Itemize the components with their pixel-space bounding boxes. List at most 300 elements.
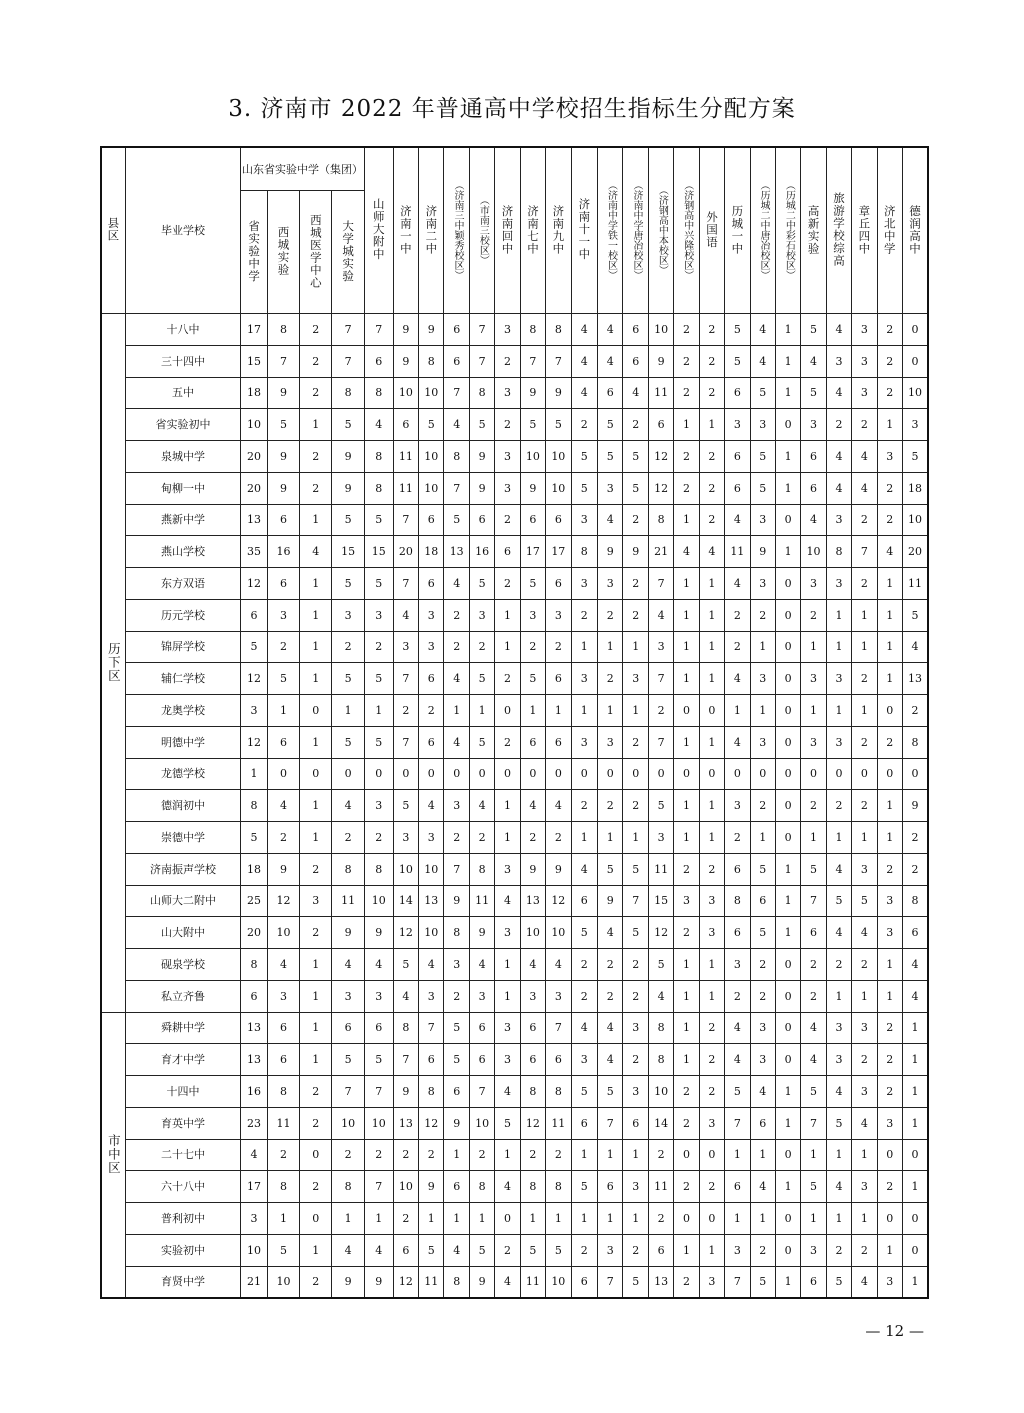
quota-cell: 5 [623,472,648,504]
quota-cell: 1 [699,726,724,758]
quota-cell: 10 [267,917,299,949]
quota-cell: 9 [520,472,545,504]
quota-cell: 2 [877,1076,902,1108]
quota-cell: 6 [444,1171,469,1203]
quota-cell: 3 [623,1171,648,1203]
column-header-2 [393,147,418,314]
quota-cell: 10 [364,1107,393,1139]
quota-cell: 1 [674,504,699,536]
quota-cell: 15 [241,345,268,377]
quota-cell: 9 [267,377,299,409]
quota-cell: 9 [364,1266,393,1298]
quota-cell: 7 [469,1076,494,1108]
quota-cell: 6 [725,441,750,473]
quota-cell: 3 [571,663,598,695]
table-row [101,758,928,790]
quota-cell: 3 [750,663,775,695]
school-name: 省实验初中 [125,409,241,441]
quota-cell: 4 [725,504,750,536]
quota-cell: 1 [775,345,800,377]
quota-cell: 10 [419,441,444,473]
column-header-17 [775,147,800,314]
quota-cell: 4 [332,1234,364,1266]
quota-cell: 3 [393,822,418,854]
quota-cell: 4 [826,472,851,504]
quota-cell: 5 [393,790,418,822]
table-row [101,1044,928,1076]
quota-cell: 8 [364,377,393,409]
quota-cell: 2 [826,790,851,822]
quota-cell: 3 [241,695,268,727]
quota-cell: 1 [495,1139,520,1171]
quota-cell: 4 [826,377,851,409]
quota-cell: 2 [902,853,928,885]
quota-cell: 6 [571,1107,598,1139]
quota-cell: 0 [877,758,902,790]
quota-cell: 7 [725,1266,750,1298]
quota-cell: 7 [332,1076,364,1108]
quota-cell: 8 [571,536,598,568]
quota-cell: 1 [623,822,648,854]
quota-cell: 5 [725,314,750,346]
quota-cell: 18 [419,536,444,568]
quota-cell: 1 [571,1203,598,1235]
quota-cell: 2 [300,853,332,885]
quota-cell: 1 [801,631,826,663]
quota-cell: 5 [571,441,598,473]
quota-cell: 3 [598,568,623,600]
quota-cell: 6 [571,1266,598,1298]
quota-cell: 1 [267,1203,299,1235]
quota-cell: 5 [267,409,299,441]
quota-cell: 1 [300,599,332,631]
quota-cell: 6 [725,377,750,409]
quota-cell: 0 [699,1203,724,1235]
quota-cell: 9 [546,377,571,409]
quota-cell: 7 [267,345,299,377]
quota-cell: 0 [775,1203,800,1235]
quota-cell: 1 [699,980,724,1012]
quota-cell: 2 [801,980,826,1012]
column-header-group-3-label: 西城医学中心 [308,213,323,289]
quota-cell: 5 [648,790,673,822]
column-header-2-label: 济南一中 [398,204,413,255]
quota-cell: 11 [648,377,673,409]
quota-cell: 5 [332,726,364,758]
quota-cell: 8 [332,853,364,885]
quota-cell: 10 [546,917,571,949]
quota-cell: 5 [520,1234,545,1266]
quota-cell: 1 [300,1012,332,1044]
quota-cell: 2 [300,472,332,504]
quota-cell: 0 [902,1234,928,1266]
quota-cell: 4 [495,885,520,917]
quota-cell: 2 [699,853,724,885]
school-name: 泉城中学 [125,441,241,473]
quota-cell: 4 [444,568,469,600]
column-header-11 [623,147,648,314]
quota-cell: 4 [598,1044,623,1076]
quota-cell: 4 [852,472,877,504]
quota-cell: 8 [364,853,393,885]
quota-cell: 0 [775,663,800,695]
column-header-9-label: 济南十一中 [577,198,592,261]
quota-cell: 4 [520,790,545,822]
quota-cell: 15 [332,536,364,568]
quota-cell: 18 [241,853,268,885]
quota-cell: 2 [750,949,775,981]
quota-cell: 2 [852,409,877,441]
quota-cell: 1 [877,409,902,441]
quota-cell: 4 [598,314,623,346]
column-header-16-label: （历城二中唐冶校区） [757,179,769,280]
quota-cell: 0 [801,758,826,790]
table-row [101,853,928,885]
quota-cell: 3 [674,885,699,917]
quota-cell: 8 [419,345,444,377]
quota-cell: 0 [300,1139,332,1171]
quota-cell: 8 [520,1171,545,1203]
quota-cell: 7 [598,1266,623,1298]
quota-cell: 0 [393,758,418,790]
quota-cell: 4 [623,377,648,409]
quota-cell: 8 [267,1171,299,1203]
column-header-12-label: （济钢高中本校区） [656,184,668,275]
quota-cell: 10 [546,441,571,473]
quota-cell: 11 [393,472,418,504]
table-row [101,409,928,441]
quota-cell: 0 [495,758,520,790]
quota-cell: 2 [877,853,902,885]
quota-cell: 10 [419,917,444,949]
quota-cell: 3 [725,790,750,822]
quota-cell: 6 [469,1012,494,1044]
quota-cell: 9 [750,536,775,568]
quota-cell: 1 [775,441,800,473]
quota-cell: 9 [332,917,364,949]
quota-cell: 2 [393,695,418,727]
quota-cell: 0 [699,758,724,790]
quota-cell: 20 [902,536,928,568]
quota-cell: 5 [241,822,268,854]
quota-cell: 5 [469,409,494,441]
quota-cell: 6 [801,472,826,504]
quota-cell: 6 [801,441,826,473]
quota-cell: 2 [852,504,877,536]
quota-cell: 1 [623,1203,648,1235]
quota-cell: 3 [826,568,851,600]
column-header-12 [648,147,673,314]
quota-cell: 4 [419,790,444,822]
quota-cell: 9 [393,314,418,346]
quota-cell: 9 [520,853,545,885]
quota-cell: 2 [699,314,724,346]
quota-cell: 1 [571,695,598,727]
quota-cell: 9 [469,441,494,473]
quota-cell: 5 [364,726,393,758]
quota-cell: 9 [469,1266,494,1298]
quota-cell: 6 [623,1107,648,1139]
quota-cell: 5 [571,917,598,949]
school-name: 育英中学 [125,1107,241,1139]
quota-cell: 7 [393,663,418,695]
school-name: 甸柳一中 [125,472,241,504]
quota-cell: 2 [546,822,571,854]
quota-cell: 1 [444,695,469,727]
table-row [101,441,928,473]
column-header-18 [801,147,826,314]
quota-cell: 13 [419,885,444,917]
column-header-group-3 [300,191,332,314]
quota-cell: 5 [598,1076,623,1108]
quota-cell: 12 [546,885,571,917]
quota-cell: 8 [826,536,851,568]
quota-cell: 0 [775,949,800,981]
column-header-22 [902,147,928,314]
quota-cell: 1 [300,631,332,663]
quota-cell: 5 [571,1076,598,1108]
table-header [101,147,928,314]
quota-cell: 5 [419,1234,444,1266]
table-row [101,949,928,981]
quota-cell: 4 [571,1012,598,1044]
quota-cell: 1 [902,1266,928,1298]
quota-cell: 0 [775,409,800,441]
quota-cell: 3 [364,790,393,822]
quota-cell: 1 [674,822,699,854]
quota-cell: 3 [750,409,775,441]
school-name: 实验初中 [125,1234,241,1266]
quota-cell: 2 [699,441,724,473]
quota-cell: 7 [546,1012,571,1044]
quota-cell: 5 [364,1044,393,1076]
quota-cell: 1 [444,1203,469,1235]
quota-cell: 8 [725,885,750,917]
quota-cell: 0 [419,758,444,790]
quota-cell: 5 [332,568,364,600]
quota-cell: 8 [648,1012,673,1044]
quota-cell: 1 [750,822,775,854]
quota-cell: 4 [598,504,623,536]
quota-cell: 1 [699,409,724,441]
quota-cell: 4 [852,1107,877,1139]
quota-cell: 7 [725,1107,750,1139]
quota-cell: 10 [419,377,444,409]
quota-cell: 5 [364,504,393,536]
quota-cell: 0 [775,1044,800,1076]
school-name: 山师大二附中 [125,885,241,917]
table-row [101,1107,928,1139]
quota-cell: 6 [332,1012,364,1044]
quota-cell: 1 [444,1139,469,1171]
school-name: 六十八中 [125,1171,241,1203]
quota-cell: 1 [674,631,699,663]
quota-cell: 0 [571,758,598,790]
quota-cell: 3 [852,345,877,377]
quota-cell: 3 [520,980,545,1012]
quota-cell: 8 [520,1076,545,1108]
quota-cell: 21 [648,536,673,568]
quota-cell: 1 [775,377,800,409]
quota-cell: 4 [393,980,418,1012]
quota-cell: 7 [598,1107,623,1139]
quota-cell: 10 [648,1076,673,1108]
quota-cell: 3 [877,1266,902,1298]
school-name: 五中 [125,377,241,409]
quota-cell: 4 [725,726,750,758]
table-row [101,1171,928,1203]
quota-cell: 1 [877,822,902,854]
quota-cell: 8 [364,441,393,473]
quota-cell: 7 [520,345,545,377]
quota-cell: 18 [241,377,268,409]
quota-cell: 1 [571,1139,598,1171]
quota-cell: 5 [520,663,545,695]
table-row [101,885,928,917]
quota-cell: 4 [826,917,851,949]
quota-cell: 3 [801,663,826,695]
quota-cell: 9 [332,441,364,473]
quota-cell: 4 [801,345,826,377]
quota-cell: 2 [495,409,520,441]
quota-cell: 4 [725,663,750,695]
quota-cell: 5 [623,441,648,473]
quota-cell: 2 [699,504,724,536]
table-row [101,917,928,949]
quota-cell: 3 [571,726,598,758]
quota-cell: 5 [826,1266,851,1298]
quota-cell: 3 [648,631,673,663]
quota-cell: 12 [241,568,268,600]
school-name: 济南振声学校 [125,853,241,885]
table-row [101,377,928,409]
quota-cell: 11 [520,1266,545,1298]
quota-cell: 4 [852,917,877,949]
quota-cell: 2 [332,631,364,663]
quota-cell: 2 [267,631,299,663]
quota-cell: 1 [598,1139,623,1171]
quota-cell: 1 [332,1203,364,1235]
quota-cell: 8 [546,1171,571,1203]
quota-cell: 4 [393,599,418,631]
quota-cell: 6 [419,726,444,758]
quota-cell: 5 [469,1234,494,1266]
school-name: 二十七中 [125,1139,241,1171]
quota-cell: 9 [520,377,545,409]
quota-cell: 8 [546,1076,571,1108]
quota-cell: 0 [775,631,800,663]
quota-cell: 3 [546,980,571,1012]
school-name: 山大附中 [125,917,241,949]
quota-cell: 2 [674,917,699,949]
quota-cell: 2 [699,1171,724,1203]
quota-cell: 2 [877,472,902,504]
quota-cell: 1 [674,726,699,758]
quota-cell: 2 [725,822,750,854]
quota-cell: 6 [520,726,545,758]
table-row [101,472,928,504]
quota-cell: 1 [852,822,877,854]
table-row [101,504,928,536]
quota-cell: 3 [852,853,877,885]
quota-cell: 5 [750,853,775,885]
quota-cell: 5 [623,917,648,949]
quota-cell: 12 [241,726,268,758]
quota-cell: 0 [546,758,571,790]
quota-cell: 8 [267,1076,299,1108]
quota-cell: 4 [902,980,928,1012]
quota-cell: 12 [393,1266,418,1298]
quota-cell: 1 [801,822,826,854]
column-header-group-2 [267,191,299,314]
school-name: 燕山学校 [125,536,241,568]
quota-cell: 2 [674,345,699,377]
quota-cell: 3 [495,917,520,949]
quota-cell: 1 [300,504,332,536]
quota-cell: 3 [699,1107,724,1139]
quota-cell: 0 [775,695,800,727]
quota-cell: 13 [444,536,469,568]
column-header-21-label: 济北中学 [882,204,897,255]
quota-cell: 5 [725,1076,750,1108]
quota-cell: 8 [902,726,928,758]
quota-cell: 4 [332,790,364,822]
quota-cell: 2 [801,949,826,981]
column-header-3-label: 济南二中 [424,204,439,255]
table-row [101,631,928,663]
quota-cell: 2 [623,568,648,600]
quota-cell: 1 [674,1234,699,1266]
quota-cell: 7 [364,1171,393,1203]
quota-cell: 6 [364,345,393,377]
quota-cell: 8 [444,1266,469,1298]
quota-cell: 5 [267,663,299,695]
quota-cell: 3 [364,980,393,1012]
quota-cell: 1 [852,1139,877,1171]
quota-cell: 2 [520,822,545,854]
quota-cell: 5 [623,853,648,885]
quota-cell: 6 [520,1044,545,1076]
table-row [101,1234,928,1266]
column-header-15-label: 历城一中 [730,204,745,255]
quota-cell: 7 [444,377,469,409]
quota-cell: 12 [393,917,418,949]
quota-cell: 2 [364,1139,393,1171]
school-name: 辅仁学校 [125,663,241,695]
quota-cell: 9 [469,917,494,949]
quota-cell: 0 [267,758,299,790]
quota-cell: 3 [571,568,598,600]
quota-cell: 3 [444,790,469,822]
quota-cell: 2 [725,980,750,1012]
quota-cell: 6 [725,472,750,504]
quota-cell: 1 [300,1044,332,1076]
quota-cell: 7 [801,885,826,917]
column-header-14-label: 外国语 [704,210,719,249]
quota-cell: 1 [571,631,598,663]
column-header-16 [750,147,775,314]
quota-cell: 1 [775,1171,800,1203]
quota-cell: 2 [598,790,623,822]
quota-cell: 3 [495,314,520,346]
quota-cell: 4 [750,1076,775,1108]
quota-cell: 4 [801,504,826,536]
quota-cell: 4 [725,1012,750,1044]
quota-cell: 1 [495,980,520,1012]
quota-cell: 2 [520,631,545,663]
quota-cell: 3 [826,726,851,758]
quota-cell: 10 [546,472,571,504]
